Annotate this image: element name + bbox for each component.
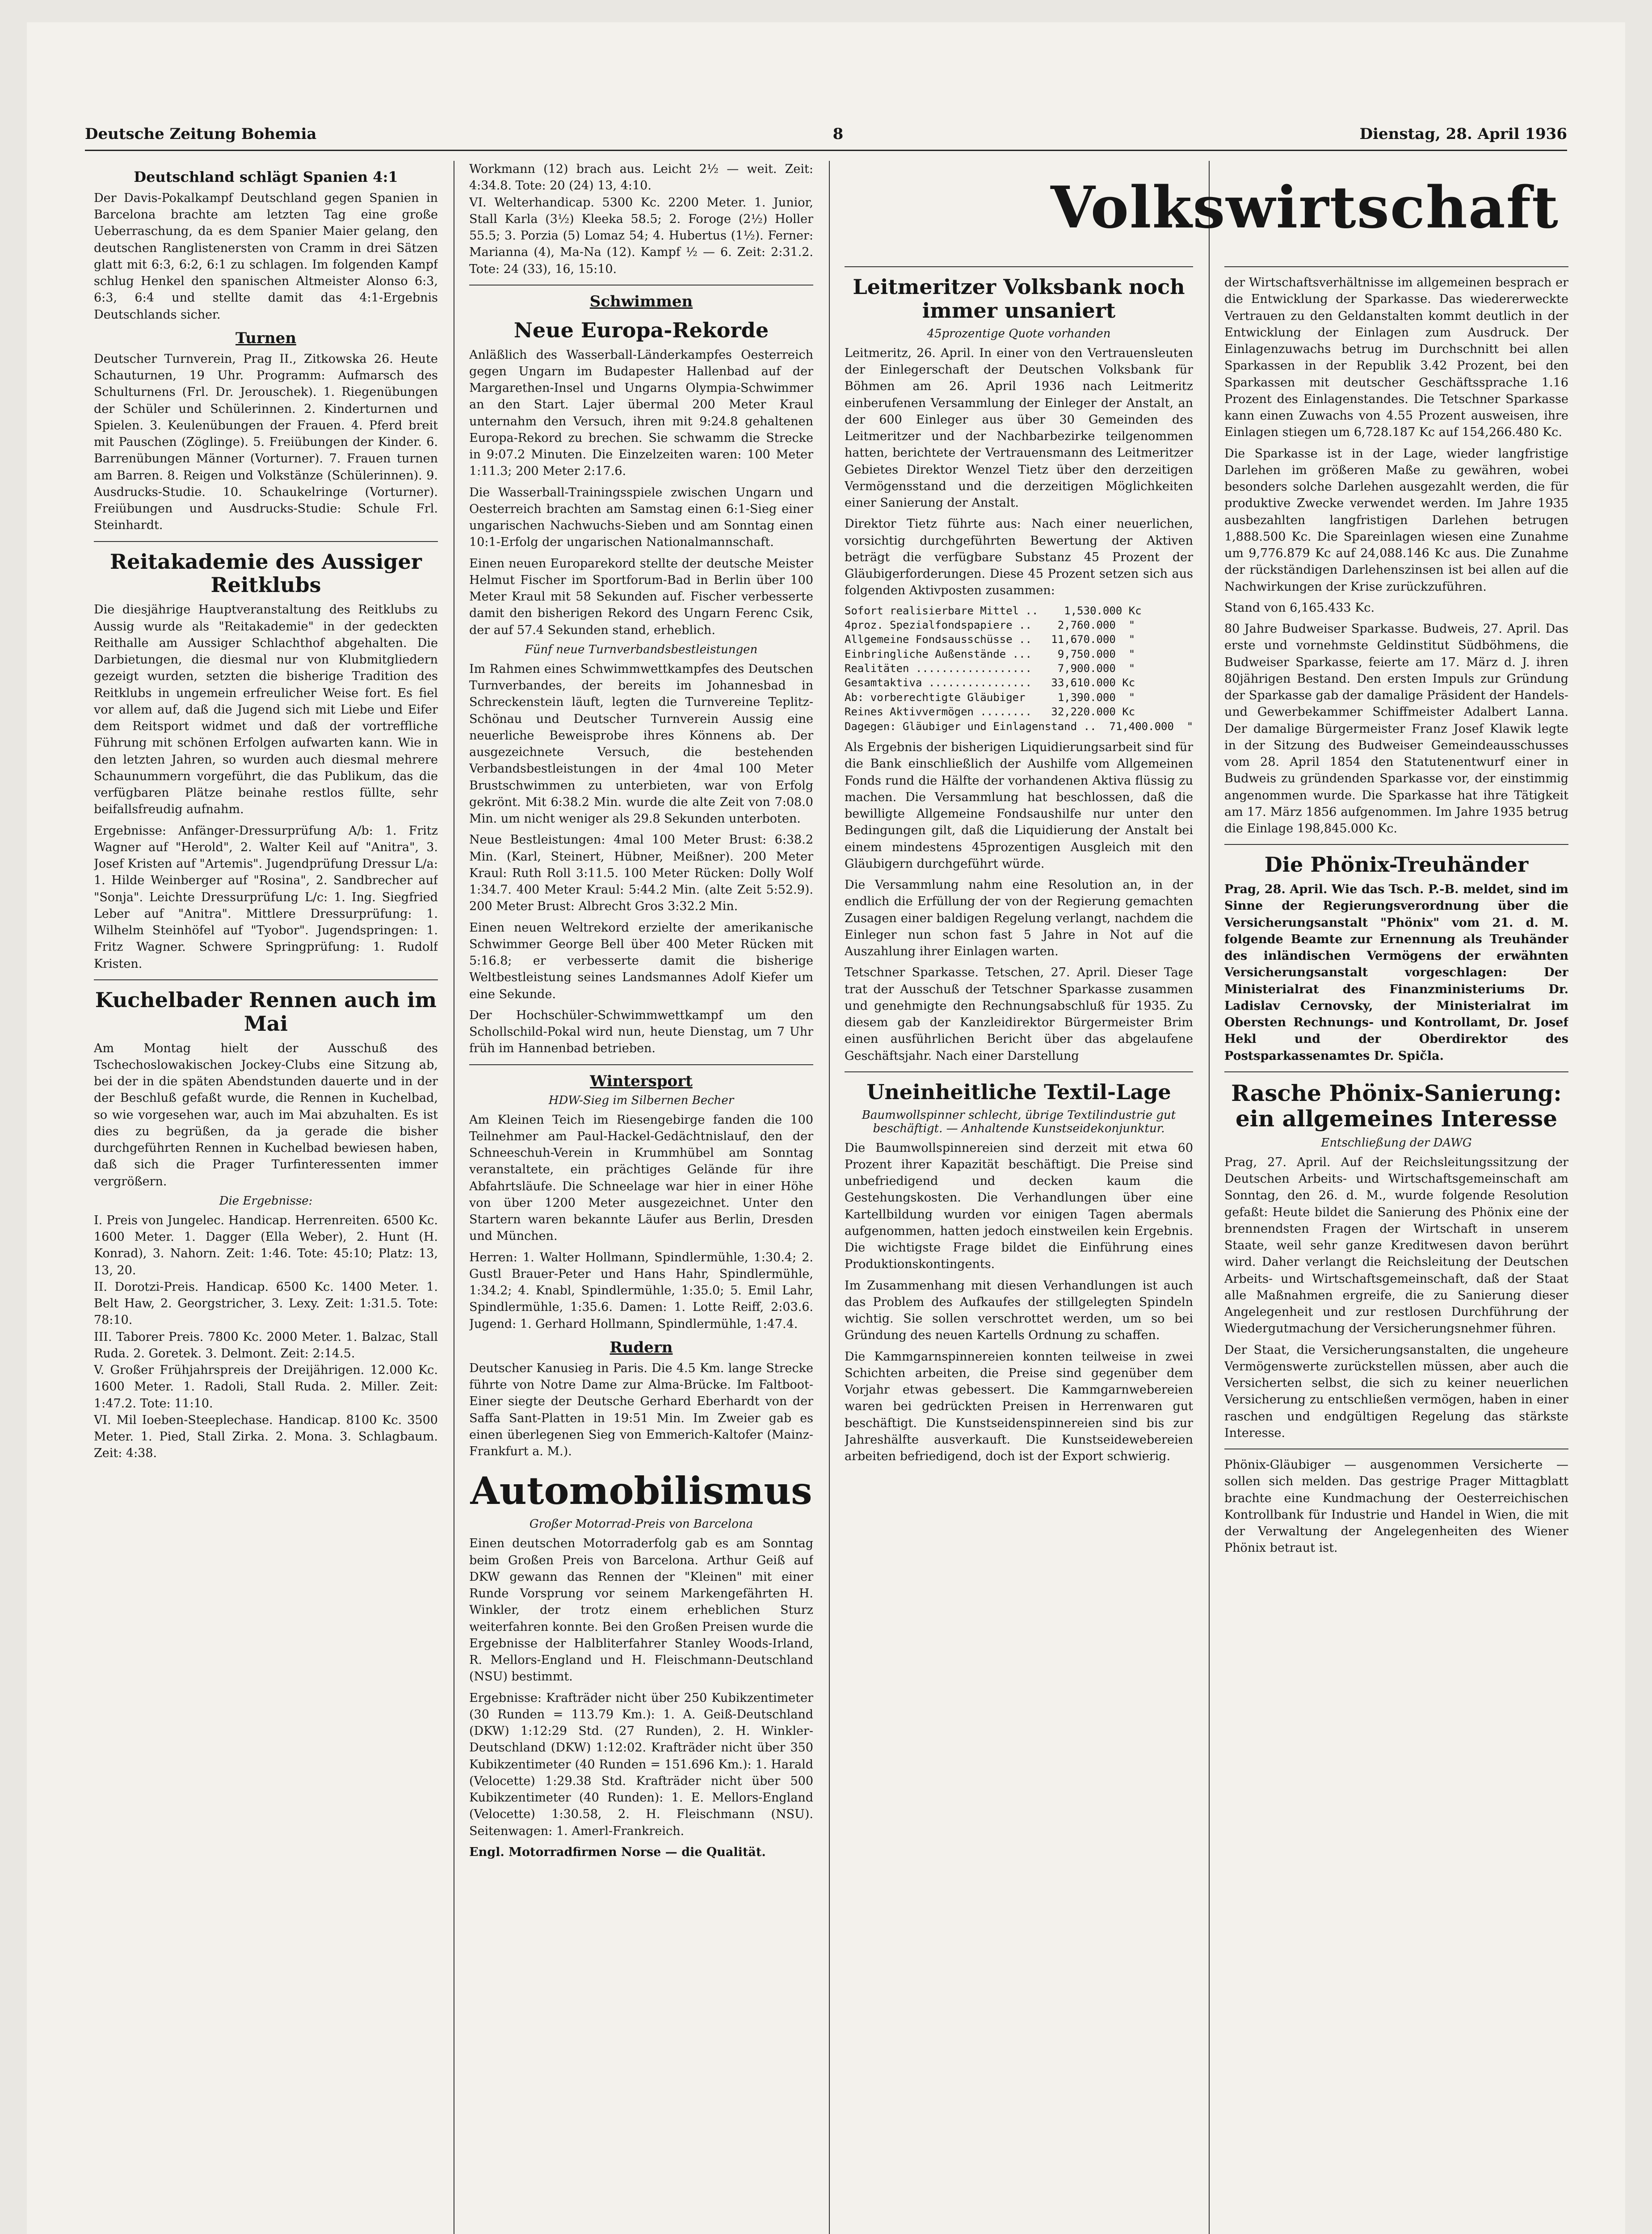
subsection-title: HDW-Sieg im Silbernen Becher: [548, 1093, 734, 1107]
article-title: Die Phönix-Treuhänder: [1264, 852, 1529, 877]
article-body: Einen neuen Europarekord stellte der deutsche Meister Helmut Fischer im Sportforum-Bad in Berlin über 100 Meter Kraul mit 58 Sekunden auf. Fischer verbesserte damit den bisherigen Rekord des Ungarn Ferenc Csik, der auf 57.4 Sekunden stand, erheblich.: [469, 556, 813, 637]
article-title: Neue Europa-Rekorde: [513, 318, 769, 342]
masthead: [85, 118, 1567, 151]
article-body: Ergebnisse: Anfänger-Dressurprüfung A/b: 1. Fritz Wagner auf "Herold", 2. Walter Keil auf "Anitra", 3. Josef Kristen auf "Artemis". Jugendprüfung Dressur L/a: 1. Hilde Weinberger auf "Rosina", 2. Sandbrecher auf "Sonja". Leichte Dressurprüfung L/c: 1. Ing. Siegfried Leber auf "Anitra". Mittlere Dressurprüfung: 1. Wilhelm Steinhöfel auf "Tyobor". Jugendspringen: 1. Fritz Wagner. Schwere Springprüfung: 1. Rudolf Kristen.: [94, 823, 438, 971]
article-body: Der Davis-Pokalkampf Deutschland gegen Spanien in Barcelona brachte am letzten Tag eine große Ueberraschung, da es dem Spanier Maier gelang, den deutschen Ranglistenersten von Cramm in drei Sätzen glatt mit 6:3, 6:2, 6:1 zu schlagen. Im folgenden Kampf schlug Henkel den spanischen Altmeister Alonso 6:3, 6:3, 6:4 und stellte damit das 4:1-Ergebnis Deutschlands sicher.: [94, 191, 438, 322]
article-body: Die Baumwollspinnereien sind derzeit mit etwa 60 Prozent ihrer Kapazität beschäftigt. Die Preise sind unbefriedigend und decken kaum die Gestehungskosten. Die Verhandlungen über eine Kartellbildung wurden vor einigen Tagen abermals aufgenommen, hatten jedoch einstweilen kein Ergebnis. Die wichtigste Frage bildet die Einführung eines Produktionskontingents.: [845, 1141, 1193, 1272]
column-3: [845, 259, 1193, 2234]
article-body: Prag, 27. April. Auf der Reichsleitungssitzung der Deutschen Arbeits- und Wirtschaftsgemeinschaft am Sonntag, den 26. d. M., wurde folgende Resolution gefaßt: Heute bildet die Sanierung des Phönix eine der brennendsten Fragen der Wirtschaft in unserem Staate, weil sehr ganze Kreditwesen davon berührt wird. Daher verlangt die Reichsleitung der Deutschen Arbeits- und Wirtschaftsgemeinschaft, daß der Staat alle Maßnahmen ergreife, die zu Sanierung dieser Angelegenheit und zur restlosen Durchführung der Wiedergutmachung der Versicherungsnehmer führen.: [1224, 1155, 1568, 1336]
divider: [845, 266, 1193, 267]
newspaper-name: Deutsche Zeitung Bohemia: [85, 125, 317, 143]
divider: [1224, 844, 1568, 845]
article-body: Die Wasserball-Trainingsspiele zwischen Ungarn und Oesterreich brachten am Samstag einen 6:1-Sieg einer ungarischen Nachwuchs-Sieben und am Sonntag einen 10:1-Erfolg der ungarischen Nationalmannschaft.: [469, 485, 813, 550]
article-subtitle: 45prozentige Quote vorhanden: [927, 327, 1111, 340]
column-4: [1224, 259, 1568, 2234]
article-title: Leitmeritzer Volksbank noch immer unsaniert: [853, 275, 1185, 323]
article-body: Am Kleinen Teich im Riesengebirge fanden die 100 Teilnehmer am Paul-Hackel-Gedächtnislauf, den der Schneeschuh-Verein in Krummhübel am Sonntag veranstaltete, ein prächtiges Gelände für ihre Abfahrtsläufe. Die Schneelage war hier in einer Höhe von über 1200 Meter ausgezeichnet. Unter den Startern waren bekannte Läufer aus Berlin, Dresden und München.: [469, 1113, 813, 1243]
divider: [1224, 1071, 1568, 1072]
article-title: Reitakademie des Aussiger Reitklubs: [110, 549, 422, 597]
article-title: Rasche Phönix-Sanierung: ein allgemeines Interesse: [1231, 1079, 1562, 1132]
divider: [94, 541, 438, 542]
article-subtitle: Entschließung der DAWG: [1321, 1136, 1472, 1150]
assets-table: Sofort realisierbare Mittel .. 1,530.000 Kc 4proz. Spezialfondspapiere .. 2,760.000 " Allgemeine Fondsausschüsse .. 11,670.000 " Einbringliche Außenstände ... 9,750.000 " Realitäten .................. 7,900.000 " Gesamtaktiva ................ 33,610.000 Kc Ab: vorberechtigte Gläubiger 1,390.000 " Reines Aktivvermögen ........ 32,220.000 Kc Dagegen: Gläubiger und Einlagenstand .. 71,400.000 ": [845, 604, 1193, 733]
results-list: I. Preis von Jungelec. Handicap. Herrenreiten. 6500 Kc. 1600 Meter. 1. Dagger (Ella Weber), 2. Hunt (H. Konrad), 3. Nahorn. Zeit: 1:46. Tote: 45:10; Platz: 13, 13, 20. II. Dorotzi-Preis. Handicap. 6500 Kc. 1400 Meter. 1. Belt Haw, 2. Georgstricher, 3. Lexy. Zeit: 1:31.5. Tote: 78:10. III. Taborer Preis. 7800 Kc. 2000 Meter. 1. Balzac, Stall Ruda. 2. Goretek. 3. Delmont. Zeit: 2:14.5. V. Großer Frühjahrspreis der Dreijährigen. 12.000 Kc. 1600 Meter. 1. Radoli, Stall Ruda. 2. Miller. Zeit: 1:47.2. Tote: 11:10. VI. Mil Ioeben-Steeplechase. Handicap. 8100 Kc. 3500 Meter. 1. Pied, Stall Zirka. 2. Mona. 3. Schlagbaum. Zeit: 4:38.: [94, 1213, 438, 1461]
article-body: Anläßlich des Wasserball-Länderkampfes Oesterreich gegen Ungarn im Budapester Hallenbad auf der Margarethen-Insel und Ungarns Olympia-Schwimmer an den Start. Lajer übermal 200 Meter Kraul unternahm den Versuch, ihren mit 9:24.8 gehaltenen Europa-Rekord zu brechen. Sie schwamm die Strecke in 9:07.2 Minuten. Die Einzelzeiten waren: 100 Meter 1:11.3; 200 Meter 2:17.6.: [469, 348, 813, 479]
results-list: Herren: 1. Walter Hollmann, Spindlermühle, 1:30.4; 2. Gustl Brauer-Peter und Hans Hahr, Spindlermühle, 1:34.2; 4. Knabl, Spindlermühle, 1:35.0; 5. Emil Lahr, Spindlermühle, 1:35.6. Damen: 1. Lotte Reiff, 2:03.6. Jugend: 1. Gerhard Hollmann, Spindlermühle, 1:47.4.: [469, 1250, 813, 1331]
column-1: [94, 161, 438, 2234]
section-heading: Wintersport: [590, 1072, 693, 1090]
article-body: Die diesjährige Hauptveranstaltung des Reitklubs zu Aussig wurde als "Reitakademie" in der gedeckten Reithalle am Aussiger Schlachthof abgehalten. Die Darbietungen, die diesmal nur von Klubmitgliedern gezeigt wurden, setzten die bisherige Tradition des Reitklubs in ungemein erfreulicher Weise fort. Es fiel vor allem auf, daß die Jugend sich mit Liebe und Eifer dem Reitsport widmet und daß der vortreffliche Führung mit schönen Erfolgen aufwarten kann. Wie in den letzten Jahren, so wurden auch diesmal mehrere Schaunummern vorgeführt, die das Publikum, das die verfügbaren Plätze beinahe restlos füllte, sehr beifallsfreudig aufnahm.: [94, 603, 438, 817]
article-body: 80 Jahre Budweiser Sparkasse. Budweis, 27. April. Das erste und vornehmste Geldinstitut Südböhmens, die Budweiser Sparkasse, feierte am 17. März d. J. ihren 80jährigen Bestand. Den ersten Impuls zur Gründung der Sparkasse gab der damalige Präsident der Handels- und Gewerbekammer Schiffmeister Adalbert Lanna. Der damalige Bürgermeister Franz Josef Klawik legte in der Sitzung des Budweiser Gemeindeausschusses vom 28. April 1854 den Statutenentwurf einer in Budweis zu gründenden Sparkasse vor, der einstimmig angenommen wurde. Die Sparkasse hat ihre Tätigkeit am 17. März 1856 aufgenommen. Im Jahre 1935 betrug die Einlage 198,845.000 Kc.: [1224, 622, 1568, 836]
article-body: Direktor Tietz führte aus: Nach einer neuerlichen, vorsichtig durchgeführten Bewertung der Aktiven beträgt die verfügbare Substanz 45 Prozent der Gläubigerforderungen. Diese 45 Prozent setzen sich aus folgenden Aktivposten zusammen:: [845, 517, 1193, 598]
article-body: Die Kammgarnspinnereien konnten teilweise in zwei Schichten arbeiten, die Preise sind gegenüber dem Vorjahr etwas gebessert. Die Kammgarnwebereien waren bei gedrückten Preisen in Herrenwaren gut beschäftigt. Die Kunstseidenspinnereien sind bis zur Jahreshälfte ausverkauft. Die Kunstseidewebereien arbeiten befriedigend, doch ist der Export schwierig.: [845, 1349, 1193, 1464]
article-body: Neue Bestleistungen: 4mal 100 Meter Brust: 6:38.2 Min. (Karl, Steinert, Hübner, Meißner). 200 Meter Kraul: Ruth Roll 3:11.5. 100 Meter Rücken: Dolly Wolf 1:34.7. 400 Meter Kraul: 5:44.2 Min. (alte Zeit 5:52.9). 200 Meter Brust: Albrecht Gros 3:32.2 Min.: [469, 833, 813, 914]
article-body: Als Ergebnis der bisherigen Liquidierungsarbeit sind für die Bank einschließlich der Aushilfe vom Allgemeinen Fonds rund die Hälfte der vorhandenen Aktiva flüssig zu machen. Die Versammlung hat beschlossen, daß die bewilligte Allgemeine Fondsaushilfe nur unter den Bedingungen gilt, daß die Liquidierung der Anstalt bei einem mindestens 45prozentigen Ausgleich mit den Gläubigern durchgeführt würde.: [845, 740, 1193, 871]
article-body: der Wirtschaftsverhältnisse im allgemeinen besprach er die Entwicklung der Sparkasse. Das wiedererweckte Vertrauen zu den Geldanstalten kommt deutlich in der Entwicklung der Einlagen zum Ausdruck. Der Einlagenzuwachs betrug im Durchschnitt bei allen Sparkassen in der Republik 3.42 Prozent, bei den Sparkassen mit deutscher Geschäftssprache 1.16 Prozent des Einlagenstandes. Die Tetschner Sparkasse kann einen Zuwachs von 4.55 Prozent ausweisen, ihre Einlagen stiegen um 6,728.187 Kc auf 154,266.480 Kc.: [1224, 276, 1568, 440]
subsection-title: Fünf neue Turnverbandsbestleistungen: [525, 642, 758, 656]
article-body: Deutscher Kanusieg in Paris. Die 4.5 Km. lange Strecke führte von Notre Dame zur Alma-Brücke. Im Faltboot-Einer siegte der Deutsche Gerhard Eberhardt von der Saffa Sant-Platten in 19:51 Min. Im Zweier gab es einen überlegenen Sieg von Emmerich-Kaltofer (Mainz-Frankfurt a. M.).: [469, 1361, 813, 1459]
article-body: Im Zusammenhang mit diesen Verhandlungen ist auch das Problem des Aufkaufes der stillgelegten Spindeln wichtig. Sie sollen verschrottet werden, um so bei Gründung des neuen Kartells Ordnung zu schaffen.: [845, 1278, 1193, 1343]
subsection-title: Großer Motorrad-Preis von Barcelona: [529, 1517, 753, 1531]
article-body: Phönix-Gläubiger — ausgenommen Versicherte — sollen sich melden. Das gestrige Prager Mittagblatt brachte eine Kundmachung der Oesterreichischen Kontrollbank für Industrie und Handel in Wien, die mit der Verwaltung der Angelegenheiten des Wiener Phönix betraut ist.: [1224, 1458, 1568, 1555]
results-heading: Die Ergebnisse:: [219, 1194, 313, 1208]
column-2: [469, 161, 813, 2234]
column-rule: [829, 161, 830, 2234]
section-banner: Automobilismus: [470, 1469, 812, 1513]
article-body: Einen neuen Weltrekord erzielte der amerikanische Schwimmer George Bell über 400 Meter Rücken mit 5:16.8; er verbesserte damit die bisherige Weltbestleistung seines Landsmannes Adolf Kiefer um eine Sekunde.: [469, 920, 813, 1001]
issue-date: Dienstag, 28. April 1936: [1359, 125, 1567, 143]
article-title: Deutschland schlägt Spanien 4:1: [134, 168, 398, 185]
section-title: Volkswirtschaft: [1051, 174, 1559, 241]
article-body: Der Hochschüler-Schwimmwettkampf um den Schollschild-Pokal wird nun, heute Dienstag, um 7 Uhr früh im Hannenbad betrieben.: [469, 1008, 813, 1056]
article-body: Prag, 28. April. Wie das Tsch. P.-B. meldet, sind im Sinne der Regierungsverordnung über die Versicherungsanstalt "Phönix" vom 21. d. M. folgende Beamte zur Ernennung als Treuhänder des inländischen Vermögens der erwähnten Versicherungsanstalt vorgeschlagen: Der Ministerialrat des Finanzministeriums Dr. Ladislav Cernovsky, der Ministerialrat im Obersten Rechnungs- und Kontrollamt, Dr. Josef Hekl und der Oberdirektor des Postsparkassenamtes Dr. Spičla.: [1224, 882, 1568, 1063]
article-body: Im Rahmen eines Schwimmwettkampfes des Deutschen Turnverbandes, der bereits im Johannesbad in Schreckenstein läuft, legten die Turnvereine Teplitz-Schönau und Deutscher Turnverein Aussig eine neuerliche Beweisprobe ihres Könnens ab. Der ausgezeichnete Versuch, die bestehenden Verbandsbestleistungen in der 4mal 100 Meter Brustschwimmen zu unterbieten, war von Erfolg gekrönt. Mit 6:38.2 Min. wurde die alte Zeit von 7:08.0 Min. um nicht weniger als 29.8 Sekunden unterboten.: [469, 662, 813, 826]
column-rule: [1209, 161, 1210, 2234]
article-body: Workmann (12) brach aus. Leicht 2½ — weit. Zeit: 4:34.8. Tote: 20 (24) 13, 4:10. VI. Welterhandicap. 5300 Kc. 2200 Meter. 1. Junior, Stall Karla (3½) Kleeka 58.5; 2. Foroge (2½) Holler 55.5; 3. Porzia (5) Lomaz 54; 4. Hubertus (1½). Ferner: Marianna (4), Ma-Na (12). Kampf ½ — 6. Zeit: 2:31.2. Tote: 24 (33), 16, 15:10.: [469, 162, 813, 276]
page-number: 8: [832, 125, 844, 143]
divider: [845, 1071, 1193, 1072]
article-body: Der Staat, die Versicherungsanstalten, die ungeheure Vermögenswerte zurückstellen müssen, aber auch die Versicherten selbst, die sich zu keiner neuerlichen Versicherung zu entschließen vermögen, haben in einer raschen und endgültigen Regelung das stärkste Interesse.: [1224, 1343, 1568, 1440]
article-body: Einen deutschen Motorraderfolg gab es am Sonntag beim Großen Preis von Barcelona. Arthur Geiß auf DKW gewann das Rennen der "Kleinen" mit einer Runde Vorsprung vor seinem Markengefährten H. Winkler, der trotz einem erheblichen Sturz weiterfahren konnte. Bei den Großen Preisen wurde die Ergebnisse der Halbliterfahrer Stanley Woods-Irland, R. Mellors-England und H. Fleischmann-Deutschland (NSU) bestimmt.: [469, 1537, 813, 1684]
newspaper-page: [27, 22, 1625, 2234]
article-body: Tetschner Sparkasse. Tetschen, 27. April. Dieser Tage trat der Ausschuß der Tetschner Sparkasse zusammen und genehmigte den Rechnungsabschluß für 1935. Zu diesem gab der Kanzleidirektor Bürgermeister Brim einen ausführlichen Bericht über das abgelaufene Geschäftsjahr. Nach einer Darstellung: [845, 966, 1193, 1063]
article-body: Die Versammlung nahm eine Resolution an, in der endlich die Erfüllung der von der Regierung gemachten Zusagen einer baldigen Regelung verlangt, nachdem die Einleger nun schon fast 5 Jahre in Not auf die Auszahlung ihrer Einlagen warten.: [845, 878, 1193, 959]
article-body: Deutscher Turnverein, Prag II., Zitkowska 26. Heute Schauturnen, 19 Uhr. Programm: Aufmarsch des Schulturnens (Frl. Dr. Jerouschek). 1. Riegenübungen der Schüler und Schülerinnen. 2. Kinderturnen und Spielen. 3. Keulenübungen der Frauen. 4. Pferd breit mit Pauschen (Zöglinge). 5. Freiübungen der Kinder. 6. Barrenübungen Männer (Vorturner). 7. Frauen turnen am Barren. 8. Reigen und Volkstänze (Schülerinnen). 9. Ausdrucks-Studie. 10. Schaukelringe (Vorturner). Freiübungen und Ausdrucks-Studie: Schule Frl. Steinhardt.: [94, 352, 438, 533]
divider: [469, 285, 813, 286]
article-body: Leitmeritz, 26. April. In einer von den Vertrauensleuten der Einlegerschaft der Deutschen Volksbank für Böhmen am 26. April 1936 nach Leitmeritz einberufenen Versammlung der Einleger der Anstalt, an der 600 Einleger aus über 30 Gemeinden des Leitmeritzer und der Nachbarbezirke teilgenommen hatten, berichtete der Vertrauensmann des Leitmeritzer Gebietes Direktor Wenzel Tietz über den derzeitigen Vermögensstand und die derzeitigen Möglichkeiten einer Sanierung der Anstalt.: [845, 346, 1193, 510]
section-heading: Turnen: [235, 329, 296, 347]
section-heading: Rudern: [610, 1338, 673, 1356]
article-body: Am Montag hielt der Ausschuß des Tschechoslowakischen Jockey-Clubs eine Sitzung ab, bei der in die späten Abendstunden dauerte und in der der Beschluß gefaßt wurde, die Rennen in Kuchelbad, so wie vorgesehen war, auch im Mai abzuhalten. Es ist dies zu begrüßen, da ja gerade die bisher durchgeführten Rennen in Kuchelbad bewiesen haben, daß sich die Prager Turfinteressenten immer vergrößern.: [94, 1041, 438, 1188]
article-body: Die Sparkasse ist in der Lage, wieder langfristige Darlehen im größeren Maße zu gewähren, wobei besonders solche Darlehen ausgezahlt werden, die für produktive Zwecke verwendet werden. Im Jahre 1935 ausbezahlten langfristigen Darlehen betrugen 1,888.500 Kc. Die Spareinlagen wiesen eine Zunahme um 9,776.879 Kc auf 24,088.146 Kc aus. Die Zunahme der rückständigen Darlehenszinsen ist bei allen auf die Nachwirkungen der Krise zurückzuführen.: [1224, 446, 1568, 594]
section-heading: Schwimmen: [589, 292, 693, 311]
article-subtitle: Baumwollspinner schlecht, übrige Textilindustrie gut beschäftigt. — Anhaltende Kunstseidekonjunktur.: [862, 1108, 1176, 1135]
article-title: Uneinheitliche Textil-Lage: [866, 1079, 1171, 1104]
divider: [469, 1064, 813, 1065]
divider: [1224, 266, 1568, 267]
divider: [94, 979, 438, 980]
article-body: Stand von 6,165.433 Kc.: [1224, 600, 1375, 615]
advert-line: Engl. Motorradfirmen Norse — die Qualität.: [469, 1845, 766, 1859]
results-list: Ergebnisse: Krafträder nicht über 250 Kubikzentimeter (30 Runden = 113.79 Km.): 1. A. Geiß-Deutschland (DKW) 1:12:29 Std. (27 Runden), 2. H. Winkler-Deutschland (DKW) 1:12:02. Krafträder nicht über 350 Kubikzentimeter (40 Runden = 151.696 Km.): 1. Harald (Velocette) 1:29.38 Std. Krafträder nicht über 500 Kubikzentimeter (40 Runden): 1. E. Mellors-England (Velocette) 1:30.58, 2. H. Fleischmann (NSU). Seitenwagen: 1. Amerl-Frankreich.: [469, 1691, 813, 1838]
article-title: Kuchelbader Rennen auch im Mai: [95, 987, 437, 1036]
